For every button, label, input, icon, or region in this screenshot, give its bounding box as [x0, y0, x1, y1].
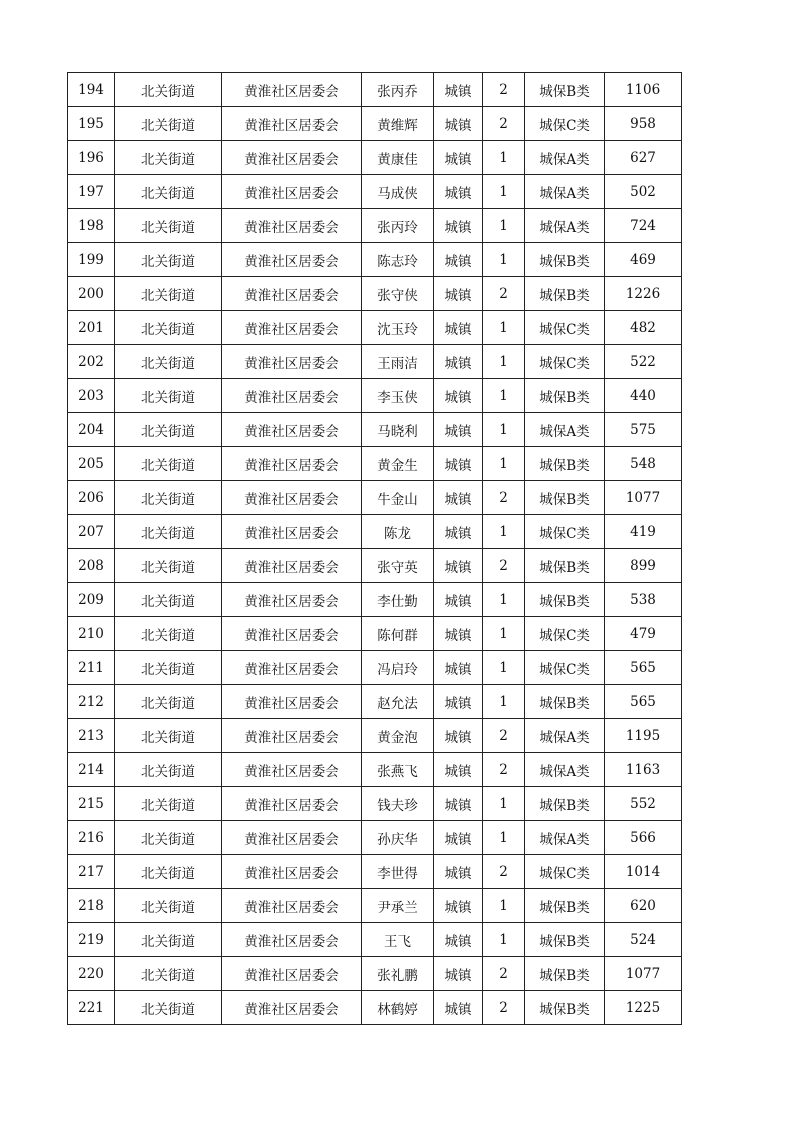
insurance-category-cell: 城保C类 [525, 107, 605, 141]
amount-cell: 566 [605, 821, 682, 855]
row-number-cell: 207 [68, 515, 115, 549]
row-number-cell: 220 [68, 957, 115, 991]
amount-cell: 1106 [605, 73, 682, 107]
table-row [68, 923, 682, 957]
street-name-cell: 北关街道 [115, 957, 222, 991]
area-type-cell: 城镇 [434, 617, 483, 651]
amount-cell: 1163 [605, 753, 682, 787]
household-count-cell: 1 [483, 515, 525, 549]
community-name-cell: 黄淮社区居委会 [222, 923, 362, 957]
household-count-cell: 1 [483, 787, 525, 821]
person-name-cell: 陈龙 [362, 515, 434, 549]
street-name-cell: 北关街道 [115, 617, 222, 651]
area-type-cell: 城镇 [434, 651, 483, 685]
household-count-cell: 2 [483, 753, 525, 787]
amount-cell: 724 [605, 209, 682, 243]
area-type-cell: 城镇 [434, 719, 483, 753]
person-name-cell: 孙庆华 [362, 821, 434, 855]
community-name-cell: 黄淮社区居委会 [222, 957, 362, 991]
person-name-cell: 黄金生 [362, 447, 434, 481]
community-name-cell: 黄淮社区居委会 [222, 73, 362, 107]
area-type-cell: 城镇 [434, 685, 483, 719]
insurance-category-cell: 城保C类 [525, 855, 605, 889]
street-name-cell: 北关街道 [115, 685, 222, 719]
community-name-cell: 黄淮社区居委会 [222, 481, 362, 515]
area-type-cell: 城镇 [434, 583, 483, 617]
area-type-cell: 城镇 [434, 209, 483, 243]
community-name-cell: 黄淮社区居委会 [222, 141, 362, 175]
person-name-cell: 李玉侠 [362, 379, 434, 413]
household-count-cell: 1 [483, 413, 525, 447]
street-name-cell: 北关街道 [115, 243, 222, 277]
area-type-cell: 城镇 [434, 753, 483, 787]
community-name-cell: 黄淮社区居委会 [222, 719, 362, 753]
row-number-cell: 205 [68, 447, 115, 481]
amount-cell: 538 [605, 583, 682, 617]
household-count-cell: 2 [483, 481, 525, 515]
insurance-category-cell: 城保C类 [525, 345, 605, 379]
street-name-cell: 北关街道 [115, 889, 222, 923]
insurance-category-cell: 城保B类 [525, 73, 605, 107]
community-name-cell: 黄淮社区居委会 [222, 651, 362, 685]
row-number-cell: 221 [68, 991, 115, 1025]
amount-cell: 1014 [605, 855, 682, 889]
table-row [68, 107, 682, 141]
household-count-cell: 2 [483, 991, 525, 1025]
amount-cell: 479 [605, 617, 682, 651]
table-row [68, 141, 682, 175]
community-name-cell: 黄淮社区居委会 [222, 753, 362, 787]
insurance-category-cell: 城保B类 [525, 447, 605, 481]
table-row [68, 413, 682, 447]
street-name-cell: 北关街道 [115, 753, 222, 787]
area-type-cell: 城镇 [434, 515, 483, 549]
street-name-cell: 北关街道 [115, 413, 222, 447]
person-name-cell: 张守英 [362, 549, 434, 583]
street-name-cell: 北关街道 [115, 311, 222, 345]
household-count-cell: 1 [483, 685, 525, 719]
table-row [68, 821, 682, 855]
household-count-cell: 2 [483, 549, 525, 583]
household-count-cell: 1 [483, 923, 525, 957]
insurance-category-cell: 城保B类 [525, 787, 605, 821]
table-row [68, 345, 682, 379]
area-type-cell: 城镇 [434, 447, 483, 481]
street-name-cell: 北关街道 [115, 515, 222, 549]
row-number-cell: 204 [68, 413, 115, 447]
community-name-cell: 黄淮社区居委会 [222, 447, 362, 481]
street-name-cell: 北关街道 [115, 447, 222, 481]
community-name-cell: 黄淮社区居委会 [222, 175, 362, 209]
row-number-cell: 201 [68, 311, 115, 345]
table-row [68, 481, 682, 515]
person-name-cell: 马成侠 [362, 175, 434, 209]
person-name-cell: 张燕飞 [362, 753, 434, 787]
community-name-cell: 黄淮社区居委会 [222, 889, 362, 923]
insurance-category-cell: 城保A类 [525, 209, 605, 243]
row-number-cell: 218 [68, 889, 115, 923]
area-type-cell: 城镇 [434, 481, 483, 515]
street-name-cell: 北关街道 [115, 549, 222, 583]
community-name-cell: 黄淮社区居委会 [222, 515, 362, 549]
community-name-cell: 黄淮社区居委会 [222, 583, 362, 617]
household-count-cell: 2 [483, 957, 525, 991]
person-name-cell: 陈志玲 [362, 243, 434, 277]
person-name-cell: 冯启玲 [362, 651, 434, 685]
community-name-cell: 黄淮社区居委会 [222, 549, 362, 583]
row-number-cell: 195 [68, 107, 115, 141]
insurance-category-cell: 城保B类 [525, 277, 605, 311]
amount-cell: 502 [605, 175, 682, 209]
beneficiary-table [67, 72, 682, 1025]
amount-cell: 627 [605, 141, 682, 175]
person-name-cell: 沈玉玲 [362, 311, 434, 345]
household-count-cell: 2 [483, 277, 525, 311]
person-name-cell: 赵允法 [362, 685, 434, 719]
person-name-cell: 张守侠 [362, 277, 434, 311]
household-count-cell: 1 [483, 583, 525, 617]
household-count-cell: 2 [483, 855, 525, 889]
table-row [68, 243, 682, 277]
street-name-cell: 北关街道 [115, 991, 222, 1025]
insurance-category-cell: 城保B类 [525, 481, 605, 515]
street-name-cell: 北关街道 [115, 277, 222, 311]
insurance-category-cell: 城保A类 [525, 141, 605, 175]
insurance-category-cell: 城保C类 [525, 651, 605, 685]
table-row [68, 549, 682, 583]
community-name-cell: 黄淮社区居委会 [222, 243, 362, 277]
area-type-cell: 城镇 [434, 413, 483, 447]
community-name-cell: 黄淮社区居委会 [222, 413, 362, 447]
row-number-cell: 215 [68, 787, 115, 821]
table-row [68, 787, 682, 821]
amount-cell: 575 [605, 413, 682, 447]
table-row [68, 957, 682, 991]
street-name-cell: 北关街道 [115, 787, 222, 821]
household-count-cell: 1 [483, 889, 525, 923]
row-number-cell: 206 [68, 481, 115, 515]
insurance-category-cell: 城保B类 [525, 243, 605, 277]
row-number-cell: 208 [68, 549, 115, 583]
street-name-cell: 北关街道 [115, 73, 222, 107]
person-name-cell: 张丙玲 [362, 209, 434, 243]
street-name-cell: 北关街道 [115, 821, 222, 855]
amount-cell: 1077 [605, 481, 682, 515]
area-type-cell: 城镇 [434, 787, 483, 821]
table-row [68, 651, 682, 685]
household-count-cell: 1 [483, 175, 525, 209]
community-name-cell: 黄淮社区居委会 [222, 685, 362, 719]
table-row [68, 447, 682, 481]
person-name-cell: 牛金山 [362, 481, 434, 515]
street-name-cell: 北关街道 [115, 855, 222, 889]
table-row [68, 753, 682, 787]
amount-cell: 1226 [605, 277, 682, 311]
person-name-cell: 李仕勤 [362, 583, 434, 617]
amount-cell: 565 [605, 685, 682, 719]
insurance-category-cell: 城保B类 [525, 889, 605, 923]
row-number-cell: 200 [68, 277, 115, 311]
household-count-cell: 2 [483, 719, 525, 753]
table-body [68, 73, 682, 1025]
table-row [68, 617, 682, 651]
area-type-cell: 城镇 [434, 311, 483, 345]
amount-cell: 565 [605, 651, 682, 685]
area-type-cell: 城镇 [434, 379, 483, 413]
area-type-cell: 城镇 [434, 821, 483, 855]
table-row [68, 685, 682, 719]
row-number-cell: 209 [68, 583, 115, 617]
household-count-cell: 1 [483, 243, 525, 277]
household-count-cell: 1 [483, 651, 525, 685]
area-type-cell: 城镇 [434, 107, 483, 141]
insurance-category-cell: 城保A类 [525, 719, 605, 753]
community-name-cell: 黄淮社区居委会 [222, 107, 362, 141]
insurance-category-cell: 城保B类 [525, 379, 605, 413]
household-count-cell: 1 [483, 379, 525, 413]
insurance-category-cell: 城保A类 [525, 753, 605, 787]
row-number-cell: 212 [68, 685, 115, 719]
person-name-cell: 黄金泡 [362, 719, 434, 753]
community-name-cell: 黄淮社区居委会 [222, 787, 362, 821]
person-name-cell: 林鹤婷 [362, 991, 434, 1025]
amount-cell: 524 [605, 923, 682, 957]
row-number-cell: 213 [68, 719, 115, 753]
household-count-cell: 1 [483, 821, 525, 855]
street-name-cell: 北关街道 [115, 175, 222, 209]
community-name-cell: 黄淮社区居委会 [222, 345, 362, 379]
amount-cell: 522 [605, 345, 682, 379]
amount-cell: 1195 [605, 719, 682, 753]
household-count-cell: 1 [483, 141, 525, 175]
household-count-cell: 2 [483, 107, 525, 141]
person-name-cell: 张丙乔 [362, 73, 434, 107]
area-type-cell: 城镇 [434, 855, 483, 889]
household-count-cell: 1 [483, 311, 525, 345]
household-count-cell: 1 [483, 617, 525, 651]
table-row [68, 379, 682, 413]
person-name-cell: 王飞 [362, 923, 434, 957]
insurance-category-cell: 城保B类 [525, 549, 605, 583]
amount-cell: 469 [605, 243, 682, 277]
household-count-cell: 1 [483, 447, 525, 481]
amount-cell: 899 [605, 549, 682, 583]
row-number-cell: 219 [68, 923, 115, 957]
area-type-cell: 城镇 [434, 73, 483, 107]
table-row [68, 991, 682, 1025]
table-row [68, 209, 682, 243]
area-type-cell: 城镇 [434, 175, 483, 209]
person-name-cell: 李世得 [362, 855, 434, 889]
amount-cell: 548 [605, 447, 682, 481]
area-type-cell: 城镇 [434, 141, 483, 175]
insurance-category-cell: 城保C类 [525, 515, 605, 549]
table-row [68, 583, 682, 617]
table-row [68, 889, 682, 923]
street-name-cell: 北关街道 [115, 923, 222, 957]
row-number-cell: 198 [68, 209, 115, 243]
insurance-category-cell: 城保B类 [525, 957, 605, 991]
community-name-cell: 黄淮社区居委会 [222, 617, 362, 651]
community-name-cell: 黄淮社区居委会 [222, 311, 362, 345]
table-row [68, 719, 682, 753]
insurance-category-cell: 城保C类 [525, 617, 605, 651]
street-name-cell: 北关街道 [115, 209, 222, 243]
insurance-category-cell: 城保C类 [525, 311, 605, 345]
table-row [68, 277, 682, 311]
street-name-cell: 北关街道 [115, 719, 222, 753]
row-number-cell: 211 [68, 651, 115, 685]
community-name-cell: 黄淮社区居委会 [222, 277, 362, 311]
amount-cell: 552 [605, 787, 682, 821]
insurance-category-cell: 城保B类 [525, 583, 605, 617]
table-row [68, 855, 682, 889]
person-name-cell: 王雨洁 [362, 345, 434, 379]
row-number-cell: 203 [68, 379, 115, 413]
row-number-cell: 216 [68, 821, 115, 855]
street-name-cell: 北关街道 [115, 107, 222, 141]
table-row [68, 73, 682, 107]
amount-cell: 620 [605, 889, 682, 923]
insurance-category-cell: 城保A类 [525, 413, 605, 447]
area-type-cell: 城镇 [434, 549, 483, 583]
insurance-category-cell: 城保A类 [525, 821, 605, 855]
amount-cell: 440 [605, 379, 682, 413]
amount-cell: 1225 [605, 991, 682, 1025]
person-name-cell: 尹承兰 [362, 889, 434, 923]
table-row [68, 515, 682, 549]
person-name-cell: 张礼鹏 [362, 957, 434, 991]
community-name-cell: 黄淮社区居委会 [222, 379, 362, 413]
street-name-cell: 北关街道 [115, 379, 222, 413]
amount-cell: 419 [605, 515, 682, 549]
row-number-cell: 202 [68, 345, 115, 379]
insurance-category-cell: 城保A类 [525, 175, 605, 209]
table-row [68, 175, 682, 209]
area-type-cell: 城镇 [434, 345, 483, 379]
area-type-cell: 城镇 [434, 957, 483, 991]
community-name-cell: 黄淮社区居委会 [222, 821, 362, 855]
person-name-cell: 陈何群 [362, 617, 434, 651]
street-name-cell: 北关街道 [115, 651, 222, 685]
amount-cell: 1077 [605, 957, 682, 991]
community-name-cell: 黄淮社区居委会 [222, 209, 362, 243]
household-count-cell: 1 [483, 209, 525, 243]
household-count-cell: 1 [483, 345, 525, 379]
insurance-category-cell: 城保B类 [525, 991, 605, 1025]
area-type-cell: 城镇 [434, 923, 483, 957]
area-type-cell: 城镇 [434, 243, 483, 277]
row-number-cell: 210 [68, 617, 115, 651]
street-name-cell: 北关街道 [115, 141, 222, 175]
table-row [68, 311, 682, 345]
row-number-cell: 214 [68, 753, 115, 787]
community-name-cell: 黄淮社区居委会 [222, 855, 362, 889]
street-name-cell: 北关街道 [115, 481, 222, 515]
insurance-category-cell: 城保B类 [525, 685, 605, 719]
row-number-cell: 194 [68, 73, 115, 107]
area-type-cell: 城镇 [434, 277, 483, 311]
person-name-cell: 黄维辉 [362, 107, 434, 141]
amount-cell: 958 [605, 107, 682, 141]
area-type-cell: 城镇 [434, 889, 483, 923]
person-name-cell: 黄康佳 [362, 141, 434, 175]
street-name-cell: 北关街道 [115, 345, 222, 379]
row-number-cell: 217 [68, 855, 115, 889]
row-number-cell: 197 [68, 175, 115, 209]
household-count-cell: 2 [483, 73, 525, 107]
street-name-cell: 北关街道 [115, 583, 222, 617]
person-name-cell: 钱夫珍 [362, 787, 434, 821]
community-name-cell: 黄淮社区居委会 [222, 991, 362, 1025]
insurance-category-cell: 城保B类 [525, 923, 605, 957]
area-type-cell: 城镇 [434, 991, 483, 1025]
person-name-cell: 马晓利 [362, 413, 434, 447]
amount-cell: 482 [605, 311, 682, 345]
row-number-cell: 196 [68, 141, 115, 175]
row-number-cell: 199 [68, 243, 115, 277]
